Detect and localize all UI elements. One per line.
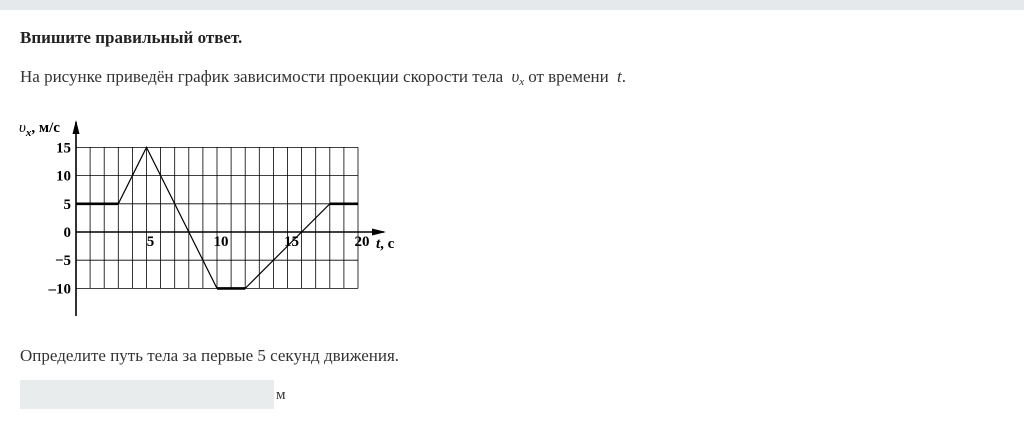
x-tick-label: 5	[146, 234, 155, 250]
top-bar	[0, 0, 1024, 10]
y-tick-label: 0	[63, 225, 71, 241]
y-tick-label: 10	[56, 168, 71, 185]
velocity-time-chart	[0, 110, 420, 325]
y-tick-label: 15	[56, 140, 71, 157]
time-symbol: t	[616, 67, 622, 86]
answer-input[interactable]	[20, 380, 274, 409]
problem-text-middle: от времени	[528, 67, 609, 86]
question-text: Определите путь тела за первые 5 секунд движения.	[20, 346, 400, 365]
x-tick-label: 20	[354, 234, 370, 250]
y-tick-label: 5	[63, 196, 71, 213]
x-tick-label: 10	[213, 234, 229, 250]
problem-text-end: .	[621, 67, 626, 86]
problem-text-before: На рисунке приведён график зависимости проекции скорости тела	[20, 67, 504, 86]
y-axis-label: $\upsilon_x$, м/с	[19, 120, 60, 139]
answer-unit: м	[276, 387, 286, 403]
problem-statement	[20, 67, 626, 88]
velocity-symbol: $\upsilon_x$	[511, 67, 525, 88]
x-axis-arrow	[372, 229, 386, 236]
x-axis-label: t, с	[376, 236, 395, 252]
chart-axes	[73, 120, 387, 316]
instruction-text: Впишите правильный ответ.	[20, 28, 243, 47]
y-tick-label: –10	[48, 281, 71, 298]
x-tick-label: 15	[284, 234, 299, 250]
y-tick-label: −5	[54, 253, 71, 270]
y-axis-arrow	[73, 120, 80, 134]
